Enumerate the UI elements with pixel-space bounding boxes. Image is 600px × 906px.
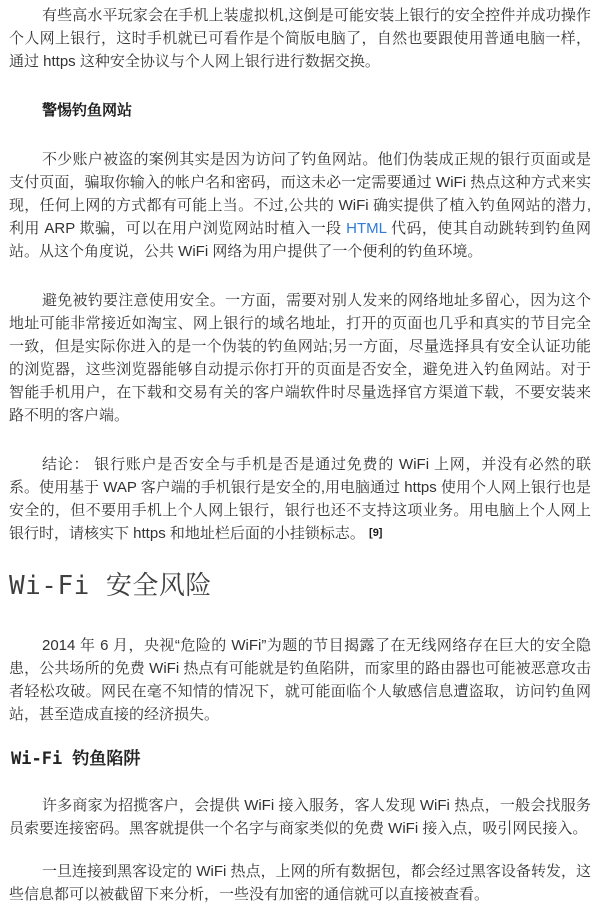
section-heading-wifi-security-risk: Wi-Fi 安全风险 [9, 571, 212, 601]
subheading-beware-phishing-sites: 警惕钓鱼网站 [42, 102, 133, 119]
paragraph-phishing-cases [9, 148, 591, 263]
paragraph-merchant-wifi-hotspot: 许多商家为招揽客户，会提供 WiFi 接入服务，客人发现 WiFi 热点，一般会找服务员索要连接密码。黑客就提供一个名字与商家类似的免费 WiFi 接入点，吸引网民接入。 [9, 797, 591, 837]
subsection-heading-wifi-phishing-trap: Wi-Fi 钓鱼陷阱 [11, 749, 141, 769]
paragraph-virtual-machine-banking: 有些高水平玩家会在手机上装虚拟机,这倒是可能安装上银行的安全控件并成功操作个人网上银行，这时手机就已可看作是个简版电脑了，自然也要跟使用普通电脑一样，通过 https 这种安全协议与个人网上银行进行数据交换。 [9, 7, 591, 70]
paragraph-text-after-link: 代码，使其自动跳转到钓鱼网站。从这个角度说，公共 WiFi 网络为用户提供了一个便利的钓鱼环境。 [9, 220, 591, 260]
conclusion-text: 结论： 银行账户是否安全与手机是否是通过免费的 WiFi 上网，并没有必然的联系。使用基于 WAP 客户端的手机银行是安全的,用电脑通过 https 使用个人网上银行也是安全的，但不要用手机上个人网上银行，银行也还不支持这项业务。用电脑上个人网上银行时，请核实下 https 和地址栏后面的小挂锁标志。 [9, 456, 591, 542]
html-link[interactable]: HTML [346, 220, 387, 237]
paragraph-hacker-hotspot-interception: 一旦连接到黑客设定的 WiFi 热点，上网的所有数据包，都会经过黑客设备转发，这些信息都可以被截留下来分析，一些没有加密的通信就可以直接被查看。 [9, 863, 591, 903]
paragraph-text-before-link: 不少账户被盗的案例其实是因为访问了钓鱼网站。他们伪装成正规的银行页面或是支付页面，骗取你输入的帐户名和密码，而这未必一定需要通过 WiFi 热点这种方式来实现，任何上网的方式都有可能上当。不过,公共的 WiFi 确实提供了植入钓鱼网站的潜力,利用 ARP 欺骗，可以在用户浏览网站时植入一段 [9, 151, 591, 237]
paragraph-avoid-phishing-advice: 避免被钓要注意使用安全。一方面，需要对别人发来的网络地址多留心，因为这个地址可能非常接近如淘宝、网上银行的域名地址，打开的页面也几乎和真实的节目完全一致，但是实际你进入的是一个伪装的钓鱼网站;另一方面，尽量选择具有安全认证功能的浏览器，这些浏览器能够自动提示你打开的页面是否安全，避免进入钓鱼网站。对于智能手机用户，在下载和交易有关的客户端软件时尽量选择官方渠道下载，不要安装来路不明的客户端。 [9, 292, 591, 424]
paragraph-cctv-dangerous-wifi-report: 2014 年 6 月，央视“危险的 WiFi”为题的节目揭露了在无线网络存在巨大的安全隐患，公共场所的免费 WiFi 热点有可能就是钓鱼陷阱，而家里的路由器也可能被恶意攻击者轻松攻破。网民在毫不知情的情况下，就可能面临个人敏感信息遭盗取，访问钓鱼网站，甚至造成直接的经济损失。 [9, 637, 591, 723]
citation-9-link[interactable]: [9] [369, 527, 383, 539]
paragraph-conclusion [9, 453, 591, 545]
